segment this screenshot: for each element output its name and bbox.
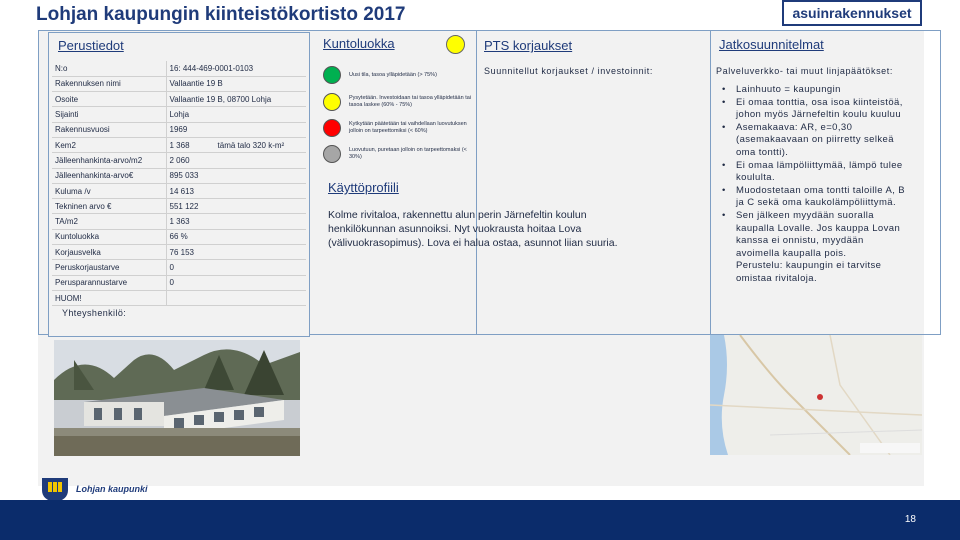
info-value-text: 0: [169, 263, 174, 272]
info-value: [166, 92, 306, 107]
location-map: [710, 335, 922, 455]
perustiedot-heading: Perustiedot: [58, 38, 124, 53]
info-value: [166, 214, 306, 229]
legend-color-icon: [323, 93, 341, 111]
info-row: [52, 76, 306, 91]
info-row: [52, 199, 306, 214]
info-label: TA/m2: [52, 214, 166, 229]
info-label: Jälleenhankinta-arvo€: [52, 168, 166, 183]
info-row: [52, 229, 306, 244]
info-value: [166, 275, 306, 290]
coat-of-arms-icon: [40, 476, 70, 502]
pts-text: Suunnitellut korjaukset / investoinnit:: [484, 66, 653, 76]
legend-text: Pysytetään. Investoidaan tai tasoa ylläpidetään tai tasoa laskee (60% - 75%): [349, 95, 471, 108]
kuntoluokka-heading: Kuntoluokka: [323, 36, 395, 51]
bullet-icon: •: [722, 84, 726, 95]
info-label: Kem2: [52, 137, 166, 152]
info-label: Jälleenhankinta-arvo/m2: [52, 153, 166, 168]
bullet-icon: •: [722, 159, 726, 171]
info-row: [52, 290, 306, 305]
info-label: N:o: [52, 61, 166, 76]
info-value: [166, 61, 306, 76]
info-extra: tämä talo 320 k-m²: [217, 140, 285, 150]
info-label: Osoite: [52, 92, 166, 107]
legend-item: [323, 119, 474, 137]
info-value: [166, 245, 306, 260]
yhteyshenkilo-label: Yhteyshenkilö:: [62, 308, 127, 318]
info-row: [52, 245, 306, 260]
legend-item: [323, 145, 474, 163]
page-number: 18: [904, 514, 916, 525]
info-value: [166, 199, 306, 214]
info-value: [166, 122, 306, 137]
category-badge: asuinrakennukset: [782, 0, 922, 26]
page-title: Lohjan kaupungin kiinteistökortisto 2017: [36, 4, 406, 25]
info-label: Perusparannustarve: [52, 275, 166, 290]
jatko-outro: Perustelu: kaupungin ei tarvitse omistaa rivitaloja.: [736, 260, 882, 284]
info-row: [52, 153, 306, 168]
kayttoprofiili-heading: Käyttöprofiili: [328, 180, 399, 195]
info-value-text: 1 368: [169, 140, 190, 150]
info-value-text: 0: [169, 278, 174, 288]
info-row: [52, 61, 306, 76]
jatko-item: [722, 160, 907, 185]
info-label: Kuluma /v: [52, 183, 166, 198]
info-value: [166, 153, 306, 168]
info-value-text: 1 363: [169, 217, 190, 227]
jatko-list: [722, 84, 907, 286]
bullet-icon: •: [722, 209, 726, 221]
info-row: [52, 260, 306, 275]
bullet-icon: •: [722, 96, 726, 108]
jatko-item: [722, 210, 907, 260]
info-value-text: 895 033: [169, 171, 199, 181]
info-value: [166, 76, 306, 91]
jatko-item-text: Muodostetaan oma tontti taloille A, B ja C sekä oma kaukolämpöliittymä.: [736, 184, 906, 209]
info-value: [166, 183, 306, 198]
info-row: [52, 183, 306, 198]
info-value-text: 76 153: [169, 247, 194, 257]
kuntoluokka-indicator: [446, 35, 465, 54]
legend-text: Uusi tila, tasoa ylläpidetään (> 75%): [349, 71, 437, 78]
info-row: [52, 275, 306, 290]
info-row: [52, 214, 306, 229]
info-label: Peruskorjaustarve: [52, 260, 166, 275]
legend-color-icon: [323, 145, 341, 163]
jatko-heading: Jatkosuunnitelmat: [719, 37, 824, 52]
info-value-text: 66 %: [169, 232, 188, 242]
legend-item: [323, 66, 474, 84]
logo-text: Lohjan kaupunki: [76, 484, 148, 494]
info-value-text: 16: 444-469-0001-0103: [169, 63, 254, 73]
info-label: Rakennuksen nimi: [52, 76, 166, 91]
bullet-icon: •: [722, 121, 726, 133]
info-label: HUOM!: [52, 290, 166, 305]
info-label: Rakennusvuosi: [52, 122, 166, 137]
jatko-item-text: Ei omaa tonttia, osa isoa kiinteistöä, johon myös Järnefeltin koulu kuuluu: [736, 96, 903, 121]
legend-text: Kytkytään päätetään tai vaihdellaan luovutuksen jolloin on tarpeettomiksi (< 60%): [349, 121, 467, 134]
jatko-item-text: Ei omaa lämpöliittymää, lämpö tulee koululta.: [736, 159, 903, 184]
divider: [476, 30, 477, 335]
info-value-text: 2 060: [169, 155, 190, 165]
info-value: [166, 107, 306, 122]
info-row: [52, 107, 306, 122]
jatko-item: [722, 122, 907, 160]
jatko-item-text: Sen jälkeen myydään suoralla kaupalla Lovalle. Jos kauppa Lovan kanssa ei onnistu, myydään avoimella kaupalla pois.: [736, 209, 901, 259]
jatko-item-text: Asemakaava: AR, e=0,30 (asemakaavaan on piirretty selkeä oma tontti).: [736, 121, 894, 158]
info-value: [166, 260, 306, 275]
info-value: [166, 290, 306, 305]
info-value-text: 551 122: [169, 201, 199, 211]
jatko-item: [722, 185, 907, 210]
bullet-icon: •: [722, 184, 726, 196]
info-label: Sijainti: [52, 107, 166, 122]
info-row: [52, 92, 306, 107]
legend-text: Luovutuun, puretaan jolloin on tarpeettomaksi (< 30%): [349, 147, 467, 160]
info-value: [166, 137, 306, 152]
jatko-item-text: Lainhuuto = kaupungin: [736, 84, 841, 95]
info-row: [52, 168, 306, 183]
info-value-text: Vallaantie 19 B, 08700 Lohja: [169, 94, 272, 104]
info-value-text: 14 613: [169, 186, 194, 196]
info-value-text: Vallaantie 19 B: [169, 79, 223, 89]
divider: [710, 30, 711, 335]
info-value: [166, 229, 306, 244]
info-value-text: Lohja: [169, 110, 190, 120]
jatko-item: [722, 84, 907, 97]
info-table: [52, 61, 306, 306]
building-photo: [54, 340, 300, 456]
kayttoprofiili-text: Kolme rivitaloa, rakennettu alun perin Järnefeltin koulun henkilökunnan asunnoiksi. Nyt vuokrausta hoitaa Lova (välivuokrasopimus). Lova ei halua ostaa, asunnot liian suuria.: [328, 209, 618, 249]
info-row: [52, 137, 306, 152]
info-label: Tekninen arvo €: [52, 199, 166, 214]
info-value-text: 1969: [169, 125, 188, 135]
footer-bar: [0, 500, 960, 540]
info-label: Kuntoluokka: [52, 229, 166, 244]
legend-color-icon: [323, 119, 341, 137]
jatko-item: [722, 97, 907, 122]
info-value: [166, 168, 306, 183]
city-logo: [40, 476, 148, 502]
info-row: [52, 122, 306, 137]
legend-item: [323, 93, 474, 111]
info-label: Korjausvelka: [52, 245, 166, 260]
pts-heading: PTS korjaukset: [484, 38, 573, 53]
legend-color-icon: [323, 66, 341, 84]
jatko-intro: Palveluverkko- tai muut linjapäätökset:: [716, 66, 893, 76]
